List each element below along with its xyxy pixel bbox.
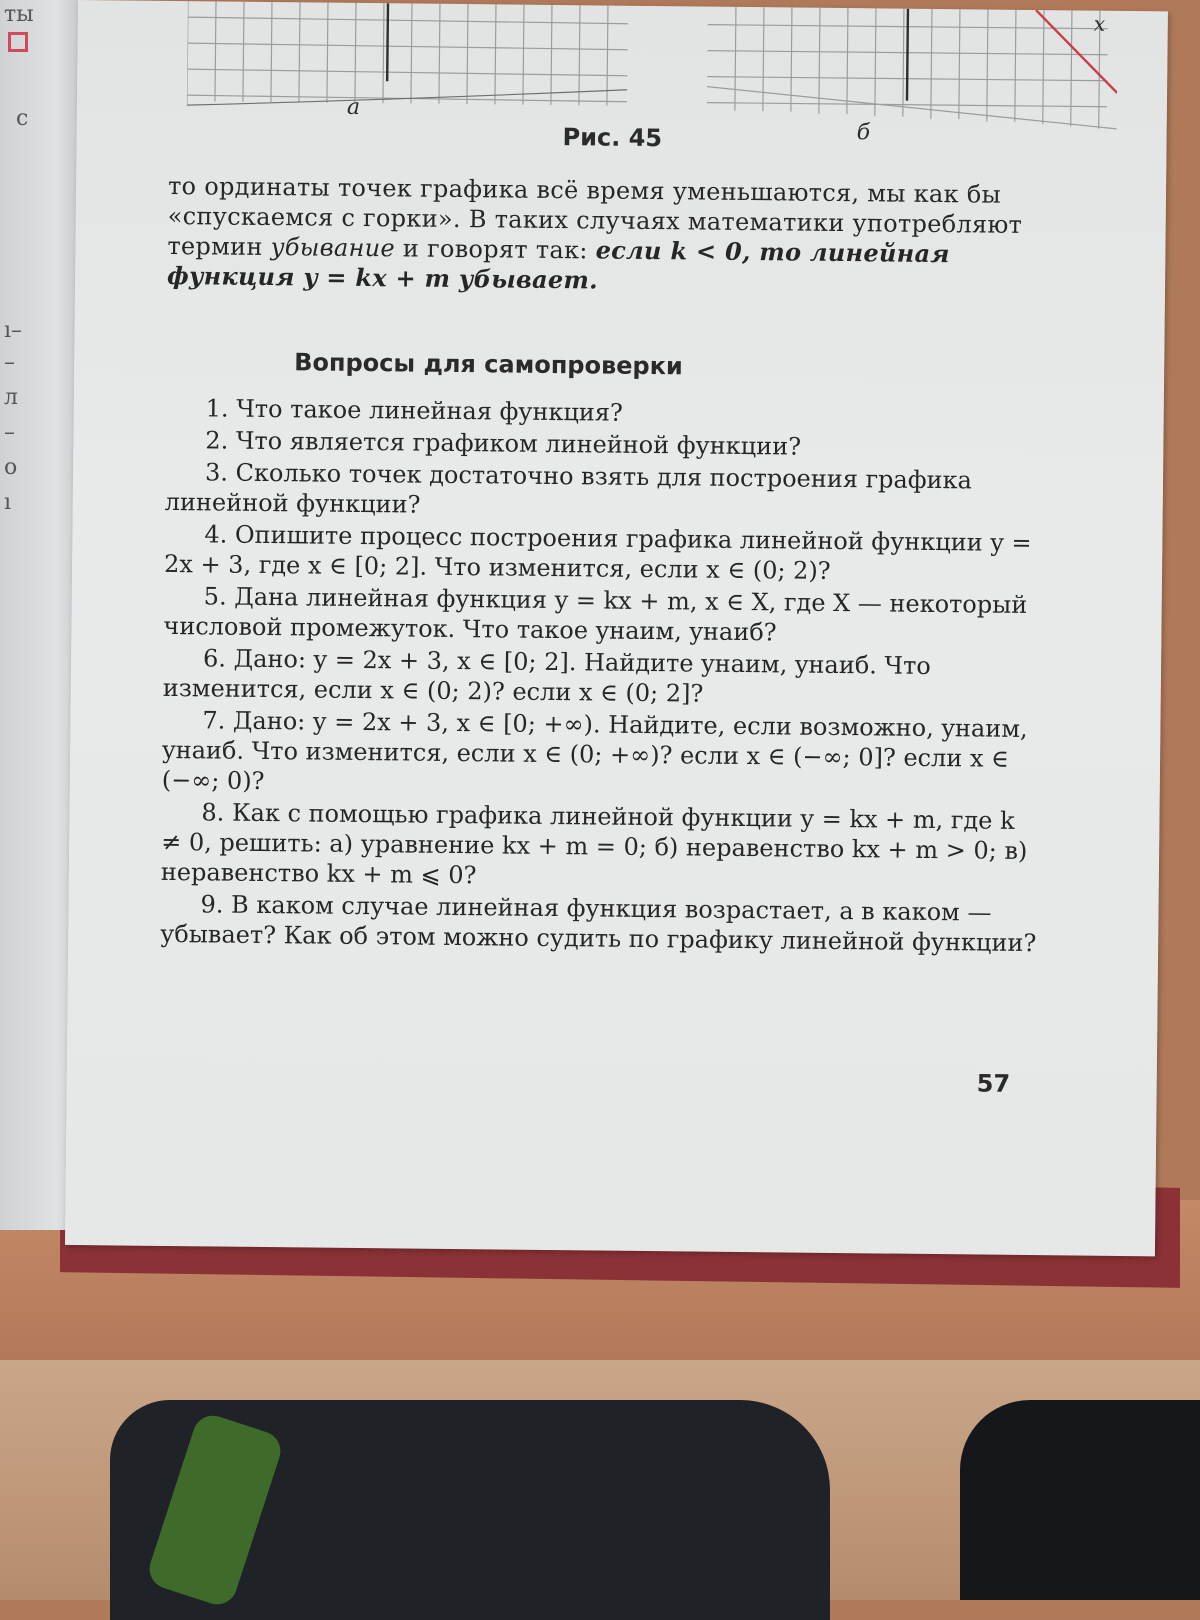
section-title: Вопросы для самопроверки (294, 348, 683, 381)
question-number: 8. (201, 798, 225, 827)
left-mark: ты (4, 2, 34, 27)
question-number: 1. (205, 394, 229, 423)
question-number: 5. (203, 582, 227, 611)
figure-45-grid (187, 1, 1118, 131)
question-item (161, 797, 1042, 896)
page-number: 57 (976, 1069, 1011, 1098)
question-item (160, 889, 1041, 958)
question-text: Как с помощью графика линейной функции y = kx + m, где k ≠ 0, решить: а) уравнение kx + m = 0; б) неравенство kx + m > 0; в) неравенство kx + m ⩽ 0? (160, 798, 1028, 890)
chair (960, 1400, 1200, 1600)
intro-rule: если k < 0, то линейная функция y = kx + m убывает. (166, 235, 950, 295)
figure-caption: Рис. 45 (562, 123, 663, 153)
left-mark: – (4, 420, 15, 445)
left-mark: л (4, 385, 18, 410)
question-text: Сколько точек достаточно взять для построения графика линейной функции? (164, 458, 973, 519)
question-item (163, 643, 1044, 712)
intro-text-part1: то ординаты точек графика всё время уменьшаются, мы как бы «спускаемся с горки». В таких случаях математики употребляют термин (167, 171, 1023, 262)
question-text: Что такое линейная функция? (236, 394, 624, 427)
y-axis-a (387, 3, 388, 81)
left-mark: с (16, 106, 29, 131)
question-number: 9. (200, 890, 224, 919)
question-number: 4. (204, 520, 228, 549)
intro-paragraph (167, 171, 1048, 300)
figure-label-b: б (856, 120, 871, 146)
question-text: Дано: y = 2x + 3, x ∈ [0; +∞). Найдите, если возможно, yнаим, yнаиб. Что изменится, если x ∈ (0; +∞)? если x ∈ (−∞; 0]? если x ∈ (−∞; 0)? (161, 706, 1028, 795)
question-item (164, 519, 1045, 588)
question-text: Дана линейная функция y = kx + m, x ∈ X, где X — некоторый числовой промежуток. Что такое yнаим, yнаиб? (163, 582, 1028, 647)
question-text: Опишите процесс построения графика линейной функции y = 2x + 3, где x ∈ [0; 2]. Что изменится, если x ∈ (0; 2)? (163, 520, 1032, 585)
left-mark: ı (4, 490, 12, 515)
question-number: 3. (204, 458, 229, 487)
red-square-icon (8, 32, 28, 52)
intro-text-part2: и говорят так: (394, 234, 596, 265)
textbook-page (65, 0, 1168, 1256)
left-mark: о (4, 455, 18, 480)
question-text: Что является графиком линейной функции? (235, 426, 802, 461)
question-item (163, 581, 1044, 650)
figure-label-a: а (346, 94, 361, 120)
left-mark: ı– (4, 318, 23, 343)
question-text: Дано: y = 2x + 3, x ∈ [0; 2]. Найдите yнаим, yнаиб. Что изменится, если x ∈ (0; 2)? если x ∈ (0; 2]? (162, 644, 931, 708)
questions-list (160, 393, 1046, 960)
question-item (162, 705, 1043, 804)
left-mark: – (4, 350, 15, 375)
question-number: 6. (202, 644, 227, 673)
question-number: 7. (202, 706, 226, 735)
question-number: 2. (205, 426, 229, 455)
question-item (165, 457, 1046, 526)
question-text: В каком случае линейная функция возрастает, а в каком — убывает? Как об этом можно судить по графику линейной функции? (160, 890, 1037, 958)
axis-x-label: x (1093, 11, 1106, 36)
intro-term: убывание (270, 233, 396, 263)
y-axis-b (907, 9, 908, 101)
